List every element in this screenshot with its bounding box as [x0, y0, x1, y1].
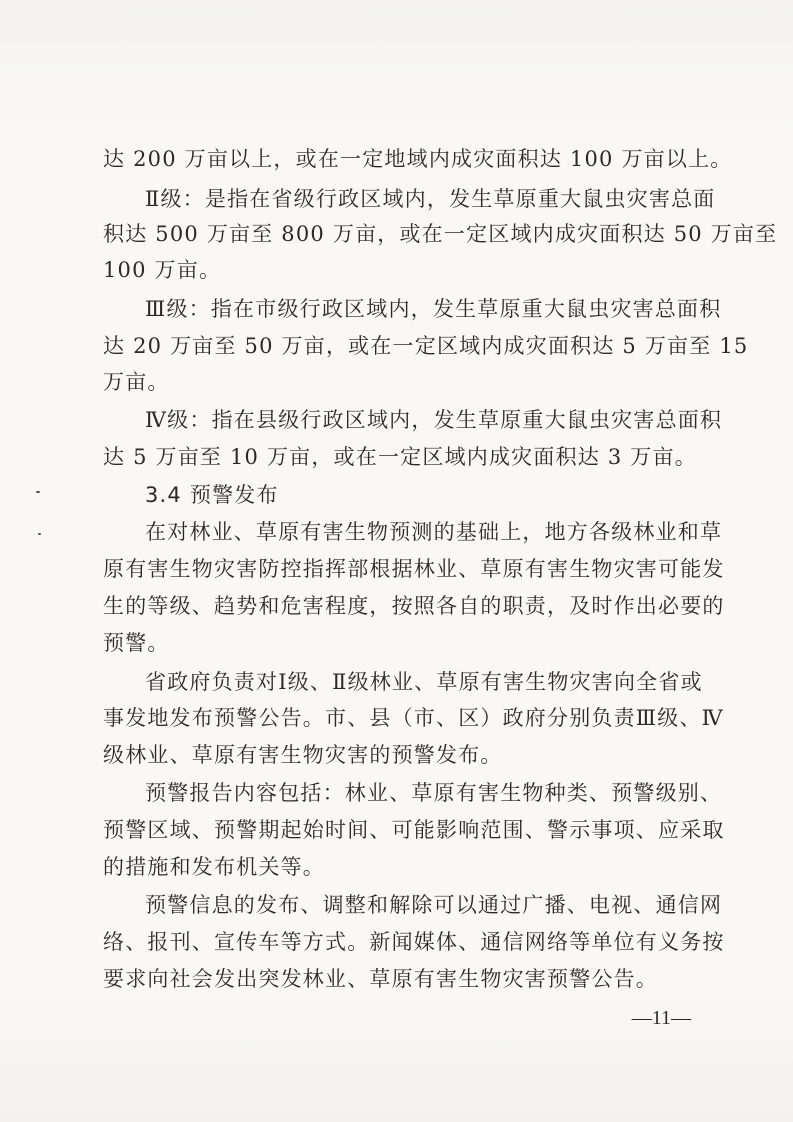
page-number: —11— [631, 1007, 691, 1029]
body-line-13: 预警。 [103, 631, 170, 655]
scan-speck [38, 533, 41, 535]
body-line-18: 预警区域、预警期起始时间、可能影响范围、警示事项、应采取 [103, 818, 725, 842]
body-line-6: 达 20 万亩至 50 万亩，或在一定区域内成灾面积达 5 万亩至 15 [103, 334, 749, 358]
body-line-15: 事发地发布预警公告。市、县（市、区）政府分别负责Ⅲ级、Ⅳ [103, 706, 724, 730]
section-heading: 3.4 预警发布 [145, 483, 279, 507]
scan-speck [36, 491, 40, 493]
body-line-7: 万亩。 [103, 370, 170, 394]
body-line-17: 预警报告内容包括：林业、草原有害生物种类、预警级别、 [145, 781, 723, 805]
body-line-3: 积达 500 万亩至 800 万亩，或在一定区域内成灾面积达 50 万亩至 [103, 222, 778, 246]
body-line-2: Ⅱ级：是指在省级行政区域内，发生草原重大鼠虫灾害总面 [145, 187, 716, 211]
body-line-10: 在对林业、草原有害生物预测的基础上，地方各级林业和草 [145, 520, 723, 544]
body-line-20: 预警信息的发布、调整和解除可以通过广播、电视、通信网 [145, 893, 723, 917]
body-line-19: 的措施和发布机关等。 [103, 855, 325, 879]
body-line-21: 络、报刊、宣传车等方式。新闻媒体、通信网络等单位有义务按 [103, 930, 725, 954]
body-line-12: 生的等级、趋势和危害程度，按照各自的职责，及时作出必要的 [103, 594, 725, 618]
body-line-16: 级林业、草原有害生物灾害的预警发布。 [103, 743, 503, 767]
body-line-1: 达 200 万亩以上，或在一定地域内成灾面积达 100 万亩以上。 [103, 147, 733, 171]
body-line-4: 100 万亩。 [103, 258, 222, 282]
body-line-9: 达 5 万亩至 10 万亩，或在一定区域内成灾面积达 3 万亩。 [103, 445, 697, 469]
body-line-22: 要求向社会发出突发林业、草原有害生物灾害预警公告。 [103, 967, 658, 991]
body-line-11: 原有害生物灾害防控指挥部根据林业、草原有害生物灾害可能发 [103, 557, 725, 581]
body-line-14: 省政府负责对Ⅰ级、Ⅱ级林业、草原有害生物灾害向全省或 [145, 670, 703, 694]
body-line-8: Ⅳ级：指在县级行政区域内，发生草原重大鼠虫灾害总面积 [145, 408, 723, 432]
body-line-5: Ⅲ级：指在市级行政区域内，发生草原重大鼠虫灾害总面积 [145, 297, 722, 321]
